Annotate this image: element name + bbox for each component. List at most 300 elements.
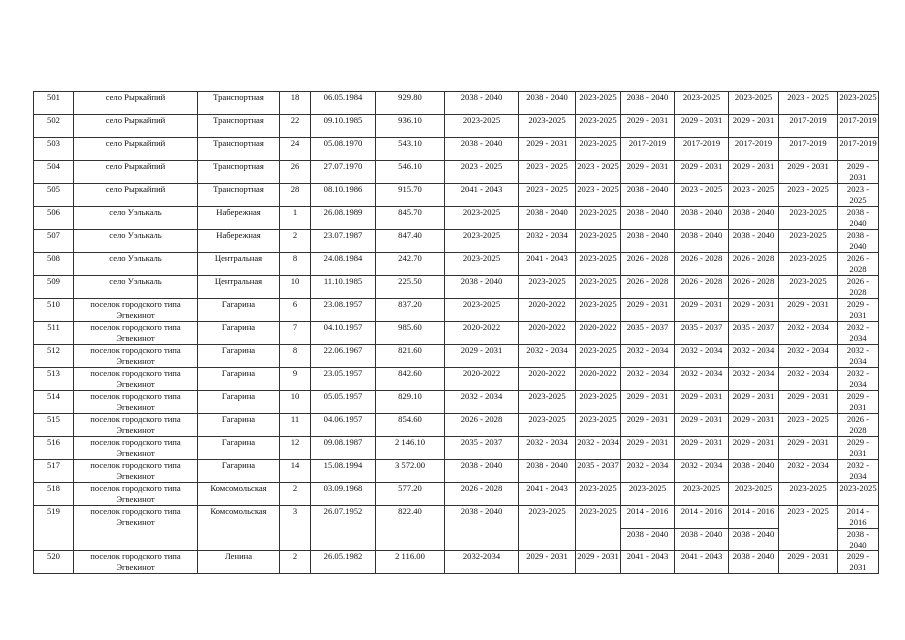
- table-row: [34, 414, 879, 437]
- cell-period-8: 2017-2019: [838, 115, 879, 138]
- cell-build-date: 08.10.1986: [311, 184, 376, 207]
- cell-build-date: 26.05.1982: [311, 551, 376, 574]
- cell-street: Ленина: [198, 551, 280, 574]
- table-row: [34, 437, 879, 460]
- table-row: [34, 506, 879, 529]
- table-row: [34, 253, 879, 276]
- cell-area: 985.60: [376, 322, 445, 345]
- cell-street: Центральная: [198, 253, 280, 276]
- cell-locality: село Рыркайпий: [74, 138, 198, 161]
- cell-street: Транспортная: [198, 184, 280, 207]
- cell-period-2: 2038 - 2040: [519, 460, 576, 483]
- cell-period-4: 2032 - 2034: [621, 460, 675, 483]
- cell-period-8: 2038 - 2040: [838, 207, 879, 230]
- cell-street: Гагарина: [198, 345, 280, 368]
- cell-locality: село Уэлькаль: [74, 230, 198, 253]
- cell-period-1: 2032 - 2034: [445, 391, 519, 414]
- cell-period-6: 2026 - 2028: [729, 276, 779, 299]
- cell-period-7: 2029 - 2031: [779, 551, 838, 574]
- cell-period-5: 2035 - 2037: [675, 322, 729, 345]
- cell-period-5: 2023-2025: [675, 483, 729, 506]
- cell-area: 821.60: [376, 345, 445, 368]
- cell-period-extra: 2038 - 2040: [838, 529, 879, 551]
- cell-period-5: 2041 - 2043: [675, 551, 729, 574]
- cell-street: Центральная: [198, 276, 280, 299]
- cell-period-8: 2038 - 2040: [838, 230, 879, 253]
- cell-period-5: 2032 - 2034: [675, 368, 729, 391]
- cell-period-2: 2029 - 2031: [519, 551, 576, 574]
- cell-period-7: 2017-2019: [779, 138, 838, 161]
- cell-row-number: 513: [34, 368, 74, 391]
- cell-period-1: 2023-2025: [445, 299, 519, 322]
- cell-period-8: 2032 - 2034: [838, 322, 879, 345]
- cell-period-6: 2038 - 2040: [729, 207, 779, 230]
- table-row: [34, 368, 879, 391]
- cell-period-1: 2032-2034: [445, 551, 519, 574]
- cell-period-3: 2023-2025: [576, 138, 621, 161]
- cell-locality: поселок городского типа Эгвекинот: [74, 391, 198, 414]
- cell-street: Транспортная: [198, 115, 280, 138]
- cell-period-3: 2023-2025: [576, 483, 621, 506]
- cell-area: 3 572.00: [376, 460, 445, 483]
- cell-period-8: 2023 - 2025: [838, 184, 879, 207]
- cell-build-date: 05.05.1957: [311, 391, 376, 414]
- cell-period-5: 2029 - 2031: [675, 391, 729, 414]
- cell-period-4: 2029 - 2031: [621, 299, 675, 322]
- cell-period-2: 2038 - 2040: [519, 207, 576, 230]
- cell-period-7: 2023 - 2025: [779, 506, 838, 551]
- cell-period-1: 2026 - 2028: [445, 414, 519, 437]
- cell-period-1: 2035 - 2037: [445, 437, 519, 460]
- cell-period-8: 2023-2025: [838, 483, 879, 506]
- cell-period-6: 2038 - 2040: [729, 460, 779, 483]
- cell-locality: поселок городского типа Эгвекинот: [74, 345, 198, 368]
- cell-period-2: 2023 - 2025: [519, 161, 576, 184]
- cell-period-2: 2032 - 2034: [519, 345, 576, 368]
- cell-row-number: 514: [34, 391, 74, 414]
- table-row: [34, 276, 879, 299]
- cell-build-date: 23.07.1987: [311, 230, 376, 253]
- cell-period-6: 2023-2025: [729, 92, 779, 115]
- cell-period-6: 2023-2025: [729, 483, 779, 506]
- cell-build-date: 22.06.1967: [311, 345, 376, 368]
- cell-period-7: 2023-2025: [779, 483, 838, 506]
- cell-area: 242.70: [376, 253, 445, 276]
- cell-area: 225.50: [376, 276, 445, 299]
- cell-locality: поселок городского типа Эгвекинот: [74, 414, 198, 437]
- cell-house-number: 3: [280, 506, 311, 551]
- cell-row-number: 518: [34, 483, 74, 506]
- cell-period-7: 2023 - 2025: [779, 92, 838, 115]
- cell-row-number: 507: [34, 230, 74, 253]
- cell-locality: поселок городского типа Эгвекинот: [74, 483, 198, 506]
- cell-period-8: 2026 - 2028: [838, 276, 879, 299]
- cell-period-5: 2038 - 2040: [675, 207, 729, 230]
- cell-locality: село Рыркайпий: [74, 92, 198, 115]
- cell-period-4: 2038 - 2040: [621, 230, 675, 253]
- cell-period-6: 2032 - 2034: [729, 345, 779, 368]
- cell-period-7: 2023-2025: [779, 230, 838, 253]
- cell-period-5: 2023-2025: [675, 92, 729, 115]
- cell-period-7: 2029 - 2031: [779, 161, 838, 184]
- table-row: [34, 322, 879, 345]
- cell-period-4: 2035 - 2037: [621, 322, 675, 345]
- cell-period-5: 2026 - 2028: [675, 253, 729, 276]
- cell-period-1: 2020-2022: [445, 368, 519, 391]
- cell-period-6: 2017-2019: [729, 138, 779, 161]
- cell-street: Комсомольская: [198, 483, 280, 506]
- table-row: [34, 184, 879, 207]
- cell-period-4: 2041 - 2043: [621, 551, 675, 574]
- cell-row-number: 502: [34, 115, 74, 138]
- cell-period-7: 2032 - 2034: [779, 460, 838, 483]
- cell-row-number: 515: [34, 414, 74, 437]
- cell-locality: поселок городского типа Эгвекинот: [74, 506, 198, 551]
- cell-period-1: 2023-2025: [445, 207, 519, 230]
- cell-locality: поселок городского типа Эгвекинот: [74, 322, 198, 345]
- cell-period-7: 2023-2025: [779, 207, 838, 230]
- cell-area: 822.40: [376, 506, 445, 551]
- cell-period-8: 2023-2025: [838, 92, 879, 115]
- cell-street: Набережная: [198, 207, 280, 230]
- table-row: [34, 551, 879, 574]
- cell-period-1: 2038 - 2040: [445, 92, 519, 115]
- cell-locality: село Рыркайпий: [74, 161, 198, 184]
- cell-street: Гагарина: [198, 368, 280, 391]
- cell-period-2: 2020-2022: [519, 368, 576, 391]
- cell-build-date: 26.07.1952: [311, 506, 376, 551]
- cell-period-5: 2014 - 2016: [675, 506, 729, 529]
- cell-period-5: 2029 - 2031: [675, 299, 729, 322]
- cell-build-date: 11.10.1985: [311, 276, 376, 299]
- cell-period-extra: 2038 - 2040: [729, 529, 779, 551]
- cell-period-1: 2023-2025: [445, 253, 519, 276]
- cell-period-3: 2023-2025: [576, 299, 621, 322]
- cell-build-date: 04.10.1957: [311, 322, 376, 345]
- cell-house-number: 11: [280, 414, 311, 437]
- table-row: [34, 483, 879, 506]
- cell-period-3: 2023 - 2025: [576, 161, 621, 184]
- cell-street: Транспортная: [198, 161, 280, 184]
- cell-period-8: 2026 - 2028: [838, 253, 879, 276]
- cell-period-3: 2032 - 2034: [576, 437, 621, 460]
- cell-period-1: 2020-2022: [445, 322, 519, 345]
- cell-period-extra: 2038 - 2040: [675, 529, 729, 551]
- table-row: [34, 391, 879, 414]
- cell-row-number: 520: [34, 551, 74, 574]
- cell-period-1: 2023-2025: [445, 115, 519, 138]
- cell-period-8: 2029 - 2031: [838, 391, 879, 414]
- cell-period-4: 2038 - 2040: [621, 207, 675, 230]
- cell-build-date: 04.06.1957: [311, 414, 376, 437]
- cell-period-extra: 2038 - 2040: [621, 529, 675, 551]
- cell-period-8: 2026 - 2028: [838, 414, 879, 437]
- cell-house-number: 1: [280, 207, 311, 230]
- cell-build-date: 03.09.1968: [311, 483, 376, 506]
- cell-build-date: 23.08.1957: [311, 299, 376, 322]
- cell-period-3: 2023-2025: [576, 276, 621, 299]
- cell-period-3: 2035 - 2037: [576, 460, 621, 483]
- cell-area: 845.70: [376, 207, 445, 230]
- cell-area: 546.10: [376, 161, 445, 184]
- cell-period-4: 2029 - 2031: [621, 161, 675, 184]
- cell-period-3: 2020-2022: [576, 368, 621, 391]
- cell-period-5: 2023 - 2025: [675, 184, 729, 207]
- cell-street: Гагарина: [198, 414, 280, 437]
- cell-period-6: 2029 - 2031: [729, 414, 779, 437]
- cell-house-number: 6: [280, 299, 311, 322]
- cell-row-number: 504: [34, 161, 74, 184]
- cell-locality: поселок городского типа Эгвекинот: [74, 368, 198, 391]
- cell-locality: поселок городского типа Эгвекинот: [74, 299, 198, 322]
- cell-locality: село Рыркайпий: [74, 184, 198, 207]
- cell-period-4: 2017-2019: [621, 138, 675, 161]
- cell-period-4: 2038 - 2040: [621, 92, 675, 115]
- cell-period-1: 2038 - 2040: [445, 138, 519, 161]
- cell-row-number: 509: [34, 276, 74, 299]
- table-row: [34, 115, 879, 138]
- cell-street: Набережная: [198, 230, 280, 253]
- cell-build-date: 24.08.1984: [311, 253, 376, 276]
- cell-house-number: 26: [280, 161, 311, 184]
- cell-period-1: 2023-2025: [445, 230, 519, 253]
- cell-period-7: 2023-2025: [779, 276, 838, 299]
- cell-house-number: 8: [280, 253, 311, 276]
- cell-period-3: 2023-2025: [576, 345, 621, 368]
- cell-row-number: 512: [34, 345, 74, 368]
- cell-period-5: 2032 - 2034: [675, 460, 729, 483]
- cell-street: Гагарина: [198, 391, 280, 414]
- cell-period-4: 2038 - 2040: [621, 184, 675, 207]
- cell-build-date: 09.10.1985: [311, 115, 376, 138]
- table-row: [34, 460, 879, 483]
- cell-period-3: 2023-2025: [576, 253, 621, 276]
- cell-period-7: 2032 - 2034: [779, 345, 838, 368]
- cell-period-5: 2017-2019: [675, 138, 729, 161]
- cell-period-4: 2032 - 2034: [621, 345, 675, 368]
- cell-period-3: 2023 - 2025: [576, 184, 621, 207]
- table-body: [34, 92, 879, 574]
- cell-locality: село Уэлькаль: [74, 276, 198, 299]
- cell-locality: поселок городского типа Эгвекинот: [74, 551, 198, 574]
- cell-build-date: 15.08.1994: [311, 460, 376, 483]
- cell-period-3: 2023-2025: [576, 207, 621, 230]
- cell-period-8: 2029 - 2031: [838, 437, 879, 460]
- cell-period-2: 2023-2025: [519, 276, 576, 299]
- cell-period-2: 2023-2025: [519, 391, 576, 414]
- cell-period-5: 2038 - 2040: [675, 230, 729, 253]
- cell-row-number: 519: [34, 506, 74, 551]
- table-row: [34, 138, 879, 161]
- cell-period-3: 2020-2022: [576, 322, 621, 345]
- cell-period-2: 2023-2025: [519, 115, 576, 138]
- cell-house-number: 2: [280, 230, 311, 253]
- cell-row-number: 516: [34, 437, 74, 460]
- cell-street: Гагарина: [198, 299, 280, 322]
- cell-street: Гагарина: [198, 322, 280, 345]
- cell-row-number: 505: [34, 184, 74, 207]
- cell-period-2: 2023 - 2025: [519, 184, 576, 207]
- cell-period-6: 2035 - 2037: [729, 322, 779, 345]
- cell-house-number: 28: [280, 184, 311, 207]
- cell-period-4: 2026 - 2028: [621, 276, 675, 299]
- cell-row-number: 503: [34, 138, 74, 161]
- cell-period-4: 2029 - 2031: [621, 115, 675, 138]
- cell-area: 2 116.00: [376, 551, 445, 574]
- cell-period-5: 2029 - 2031: [675, 115, 729, 138]
- cell-period-2: 2038 - 2040: [519, 92, 576, 115]
- cell-period-7: 2029 - 2031: [779, 299, 838, 322]
- cell-period-7: 2023 - 2025: [779, 184, 838, 207]
- cell-period-7: 2032 - 2034: [779, 322, 838, 345]
- cell-locality: село Уэлькаль: [74, 207, 198, 230]
- cell-period-4: 2026 - 2028: [621, 253, 675, 276]
- cell-period-6: 2038 - 2040: [729, 230, 779, 253]
- cell-street: Транспортная: [198, 92, 280, 115]
- cell-period-8: 2032 - 2034: [838, 345, 879, 368]
- cell-period-6: 2029 - 2031: [729, 437, 779, 460]
- cell-house-number: 10: [280, 391, 311, 414]
- cell-row-number: 506: [34, 207, 74, 230]
- cell-house-number: 10: [280, 276, 311, 299]
- cell-period-6: 2026 - 2028: [729, 253, 779, 276]
- cell-area: 936.10: [376, 115, 445, 138]
- cell-period-1: 2038 - 2040: [445, 460, 519, 483]
- cell-period-7: 2029 - 2031: [779, 437, 838, 460]
- cell-build-date: 06.05.1984: [311, 92, 376, 115]
- cell-area: 929.80: [376, 92, 445, 115]
- cell-period-4: 2014 - 2016: [621, 506, 675, 529]
- cell-area: 915.70: [376, 184, 445, 207]
- cell-row-number: 517: [34, 460, 74, 483]
- cell-house-number: 2: [280, 551, 311, 574]
- cell-row-number: 510: [34, 299, 74, 322]
- cell-build-date: 09.08.1987: [311, 437, 376, 460]
- cell-period-1: 2029 - 2031: [445, 345, 519, 368]
- cell-period-4: 2032 - 2034: [621, 368, 675, 391]
- cell-area: 829.10: [376, 391, 445, 414]
- cell-period-5: 2029 - 2031: [675, 414, 729, 437]
- cell-house-number: 14: [280, 460, 311, 483]
- cell-period-2: 2041 - 2043: [519, 483, 576, 506]
- cell-build-date: 27.07.1970: [311, 161, 376, 184]
- cell-house-number: 9: [280, 368, 311, 391]
- cell-period-1: 2026 - 2028: [445, 483, 519, 506]
- cell-period-3: 2023-2025: [576, 391, 621, 414]
- cell-street: Гагарина: [198, 437, 280, 460]
- cell-house-number: 8: [280, 345, 311, 368]
- cell-house-number: 2: [280, 483, 311, 506]
- cell-area: 543.10: [376, 138, 445, 161]
- cell-row-number: 501: [34, 92, 74, 115]
- cell-period-3: 2029 - 2031: [576, 551, 621, 574]
- cell-period-5: 2026 - 2028: [675, 276, 729, 299]
- cell-area: 577.20: [376, 483, 445, 506]
- cell-period-3: 2023-2025: [576, 506, 621, 551]
- cell-street: Комсомольская: [198, 506, 280, 551]
- table-row: [34, 230, 879, 253]
- cell-locality: село Рыркайпий: [74, 115, 198, 138]
- cell-build-date: 23.05.1957: [311, 368, 376, 391]
- cell-period-5: 2032 - 2034: [675, 345, 729, 368]
- cell-locality: село Уэлькаль: [74, 253, 198, 276]
- cell-period-1: 2023 - 2025: [445, 161, 519, 184]
- cell-period-3: 2023-2025: [576, 230, 621, 253]
- table-row: [34, 299, 879, 322]
- cell-period-2: 2020-2022: [519, 322, 576, 345]
- cell-locality: поселок городского типа Эгвекинот: [74, 460, 198, 483]
- cell-period-6: 2023 - 2025: [729, 184, 779, 207]
- cell-period-2: 2029 - 2031: [519, 138, 576, 161]
- cell-area: 847.40: [376, 230, 445, 253]
- cell-period-3: 2023-2025: [576, 115, 621, 138]
- cell-house-number: 24: [280, 138, 311, 161]
- cell-period-6: 2029 - 2031: [729, 161, 779, 184]
- cell-period-6: 2038 - 2040: [729, 551, 779, 574]
- table-row: [34, 92, 879, 115]
- cell-period-8: 2014 - 2016: [838, 506, 879, 529]
- cell-period-8: 2029 - 2031: [838, 299, 879, 322]
- cell-street: Гагарина: [198, 460, 280, 483]
- cell-period-6: 2032 - 2034: [729, 368, 779, 391]
- cell-row-number: 511: [34, 322, 74, 345]
- table-row: [34, 161, 879, 184]
- housing-repair-table: [33, 91, 879, 574]
- cell-period-3: 2023-2025: [576, 92, 621, 115]
- cell-period-3: 2023-2025: [576, 414, 621, 437]
- cell-build-date: 05.08.1970: [311, 138, 376, 161]
- cell-house-number: 7: [280, 322, 311, 345]
- cell-house-number: 18: [280, 92, 311, 115]
- cell-street: Транспортная: [198, 138, 280, 161]
- cell-area: 854.60: [376, 414, 445, 437]
- cell-period-7: 2023-2025: [779, 253, 838, 276]
- cell-period-7: 2032 - 2034: [779, 368, 838, 391]
- cell-period-6: 2029 - 2031: [729, 299, 779, 322]
- cell-area: 842.60: [376, 368, 445, 391]
- cell-period-4: 2029 - 2031: [621, 437, 675, 460]
- cell-period-1: 2038 - 2040: [445, 506, 519, 551]
- cell-period-6: 2014 - 2016: [729, 506, 779, 529]
- cell-period-8: 2032 - 2034: [838, 460, 879, 483]
- cell-period-8: 2017-2019: [838, 138, 879, 161]
- cell-period-4: 2029 - 2031: [621, 414, 675, 437]
- cell-period-6: 2029 - 2031: [729, 391, 779, 414]
- cell-period-6: 2029 - 2031: [729, 115, 779, 138]
- cell-period-2: 2041 - 2043: [519, 253, 576, 276]
- cell-build-date: 26.08.1989: [311, 207, 376, 230]
- cell-area: 837.20: [376, 299, 445, 322]
- cell-period-7: 2017-2019: [779, 115, 838, 138]
- cell-period-2: 2032 - 2034: [519, 437, 576, 460]
- cell-period-8: 2032 - 2034: [838, 368, 879, 391]
- cell-period-4: 2029 - 2031: [621, 391, 675, 414]
- cell-locality: поселок городского типа Эгвекинот: [74, 437, 198, 460]
- cell-period-8: 2029 - 2031: [838, 551, 879, 574]
- cell-period-7: 2023 - 2025: [779, 414, 838, 437]
- cell-period-2: 2023-2025: [519, 506, 576, 551]
- cell-house-number: 22: [280, 115, 311, 138]
- cell-period-7: 2029 - 2031: [779, 391, 838, 414]
- cell-period-1: 2041 - 2043: [445, 184, 519, 207]
- table-row: [34, 207, 879, 230]
- cell-period-8: 2029 - 2031: [838, 161, 879, 184]
- table-row: [34, 345, 879, 368]
- cell-row-number: 508: [34, 253, 74, 276]
- cell-period-1: 2038 - 2040: [445, 276, 519, 299]
- cell-period-5: 2029 - 2031: [675, 161, 729, 184]
- cell-period-4: 2023-2025: [621, 483, 675, 506]
